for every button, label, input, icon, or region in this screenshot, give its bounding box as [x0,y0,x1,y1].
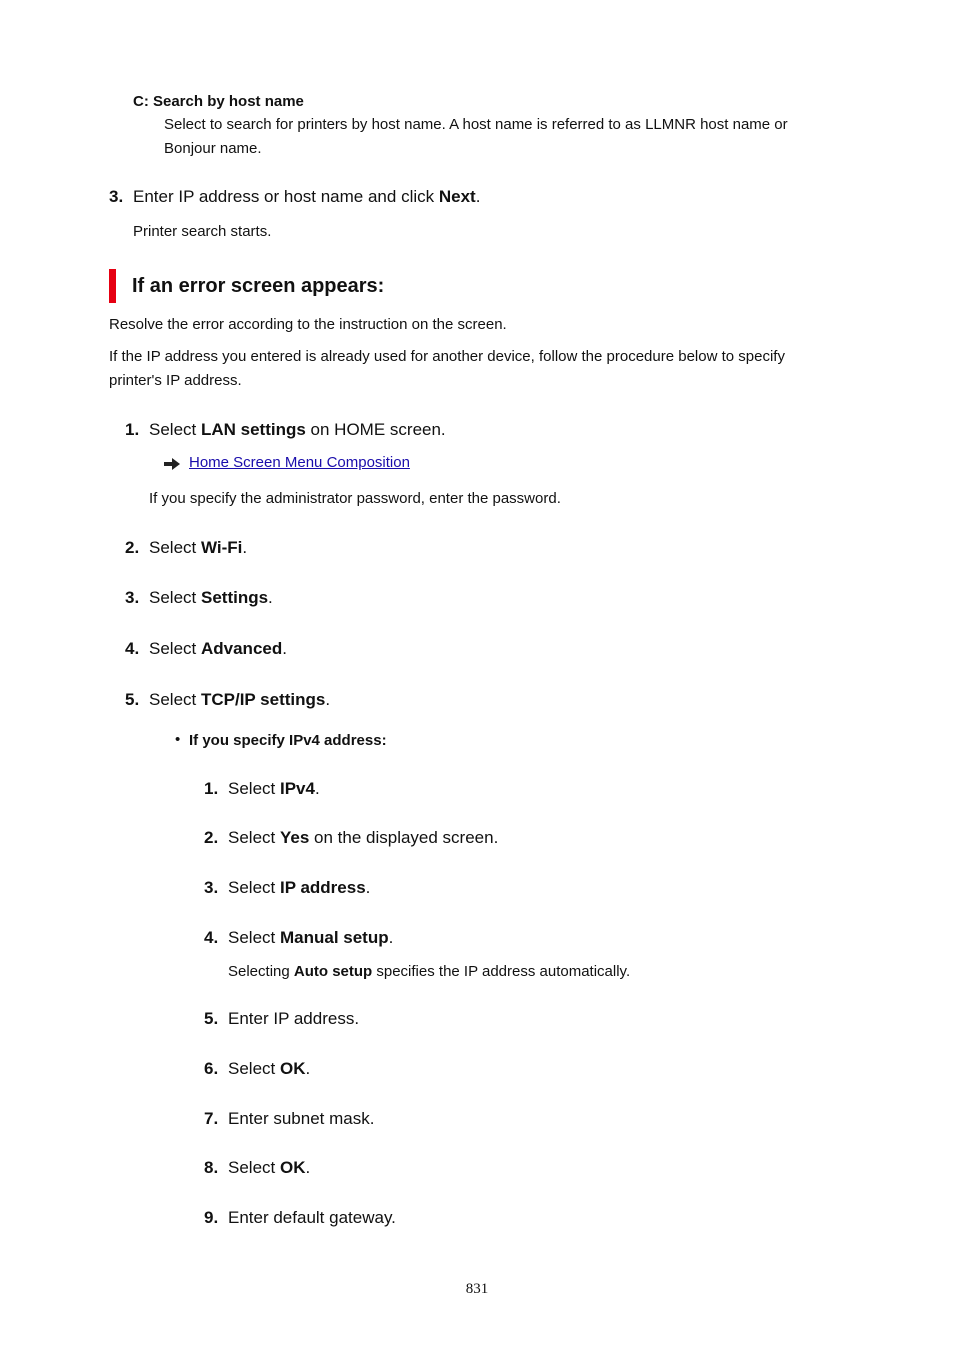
step-number: 8. [204,1158,219,1177]
home-screen-menu-link[interactable]: Home Screen Menu Composition [189,454,410,471]
section-c-text-line2: Bonjour name. [164,140,262,157]
step-text: Select [228,1158,280,1177]
arrow-right-icon [164,458,180,470]
step-bold: TCP/IP settings [200,690,326,709]
step-number: 2. [125,538,140,557]
step-text: Select [149,588,201,607]
step-3-note: Printer search starts. [133,223,272,240]
substep-9-text [228,1207,396,1229]
step-number: 2. [204,828,219,847]
note-text: Selecting [228,963,294,980]
step-number: 3. [109,187,124,206]
step-number: 3. [204,878,219,897]
step-number: 7. [204,1109,219,1128]
step-number: 4. [204,928,219,947]
step-text-end: . [388,928,394,947]
step-text-end: . [282,639,287,658]
heading-accent-bar [109,269,116,303]
step-text: Select [149,639,201,658]
step-text-end: . [305,1158,311,1177]
step-1-note: If you specify the administrator password, enter the password. [149,490,561,507]
step-number: 5. [204,1009,219,1028]
step-bold: Manual setup [279,928,389,947]
substep-7-text [228,1108,374,1130]
substep-4-text [228,927,393,949]
step-5-text [149,689,330,711]
substep-4-note [228,960,630,984]
step-3-text [133,186,480,208]
step-text: Select [228,1059,280,1078]
page-number: 831 [465,1281,489,1297]
step-text-end: on HOME screen. [305,420,446,439]
step-text-end: . [365,878,371,897]
step-bold: Wi-Fi [200,538,243,557]
step-text-end: . [314,779,320,798]
substep-3-text [228,877,370,899]
step-number: 4. [125,639,140,658]
error-section-heading: If an error screen appears: [132,275,385,297]
section-c-heading: C: Search by host name [133,93,304,110]
step-text: Enter subnet mask. [228,1109,375,1128]
step-text-end: on the displayed screen. [309,828,499,847]
step-number: 6. [204,1059,219,1078]
step-text: Select [228,828,280,847]
step-text-end: . [242,538,248,557]
substep-8-text [228,1157,310,1179]
substep-5-text [228,1008,359,1030]
step-bold: OK [279,1059,306,1078]
step-4-text [149,638,287,660]
step-text: Select [228,928,280,947]
step-bold: Settings [200,588,269,607]
step-text: Enter default gateway. [228,1208,396,1227]
error-para-1: Resolve the error according to the instruction on the screen. [109,316,507,333]
step-text-end: . [268,588,273,607]
step-text-end: . [325,690,331,709]
ipv4-heading: If you specify IPv4 address: [189,732,387,749]
bullet-icon: • [175,731,181,748]
error-para-2-line2: printer's IP address. [109,372,242,389]
step-bold: Advanced [200,639,283,658]
step-bold: IPv4 [279,779,315,798]
substep-1-text [228,778,320,800]
section-c-text-line1: Select to search for printers by host name. A host name is referred to as LLMNR host name or [164,116,788,133]
step-1-text [149,419,446,441]
step-number: 1. [125,420,140,439]
step-number: 3. [125,588,140,607]
error-para-2-line1: If the IP address you entered is already used for another device, follow the procedure below to specify [109,348,785,365]
step-text-end: . [305,1059,311,1078]
step-bold: OK [279,1158,306,1177]
substep-2-text [228,827,498,849]
step-text: Select [149,538,201,557]
step-text: Select [228,779,280,798]
step-number: 5. [125,690,140,709]
step-number: 9. [204,1208,219,1227]
step-text-end: . [475,187,481,206]
step-2-text [149,537,247,559]
step-number: 1. [204,779,219,798]
step-bold: IP address [279,878,366,897]
step-text: Select [149,690,201,709]
step-bold: Yes [279,828,310,847]
step-text: Enter IP address or host name and click [133,187,439,206]
step-text: Select [149,420,201,439]
note-text-end: specifies the IP address automatically. [372,963,631,980]
note-bold: Auto setup [293,963,373,980]
step-bold: Next [438,187,476,206]
step-text: Enter IP address. [228,1009,360,1028]
step-3-text [149,587,273,609]
step-bold: LAN settings [200,420,306,439]
substep-6-text [228,1058,310,1080]
step-text: Select [228,878,280,897]
